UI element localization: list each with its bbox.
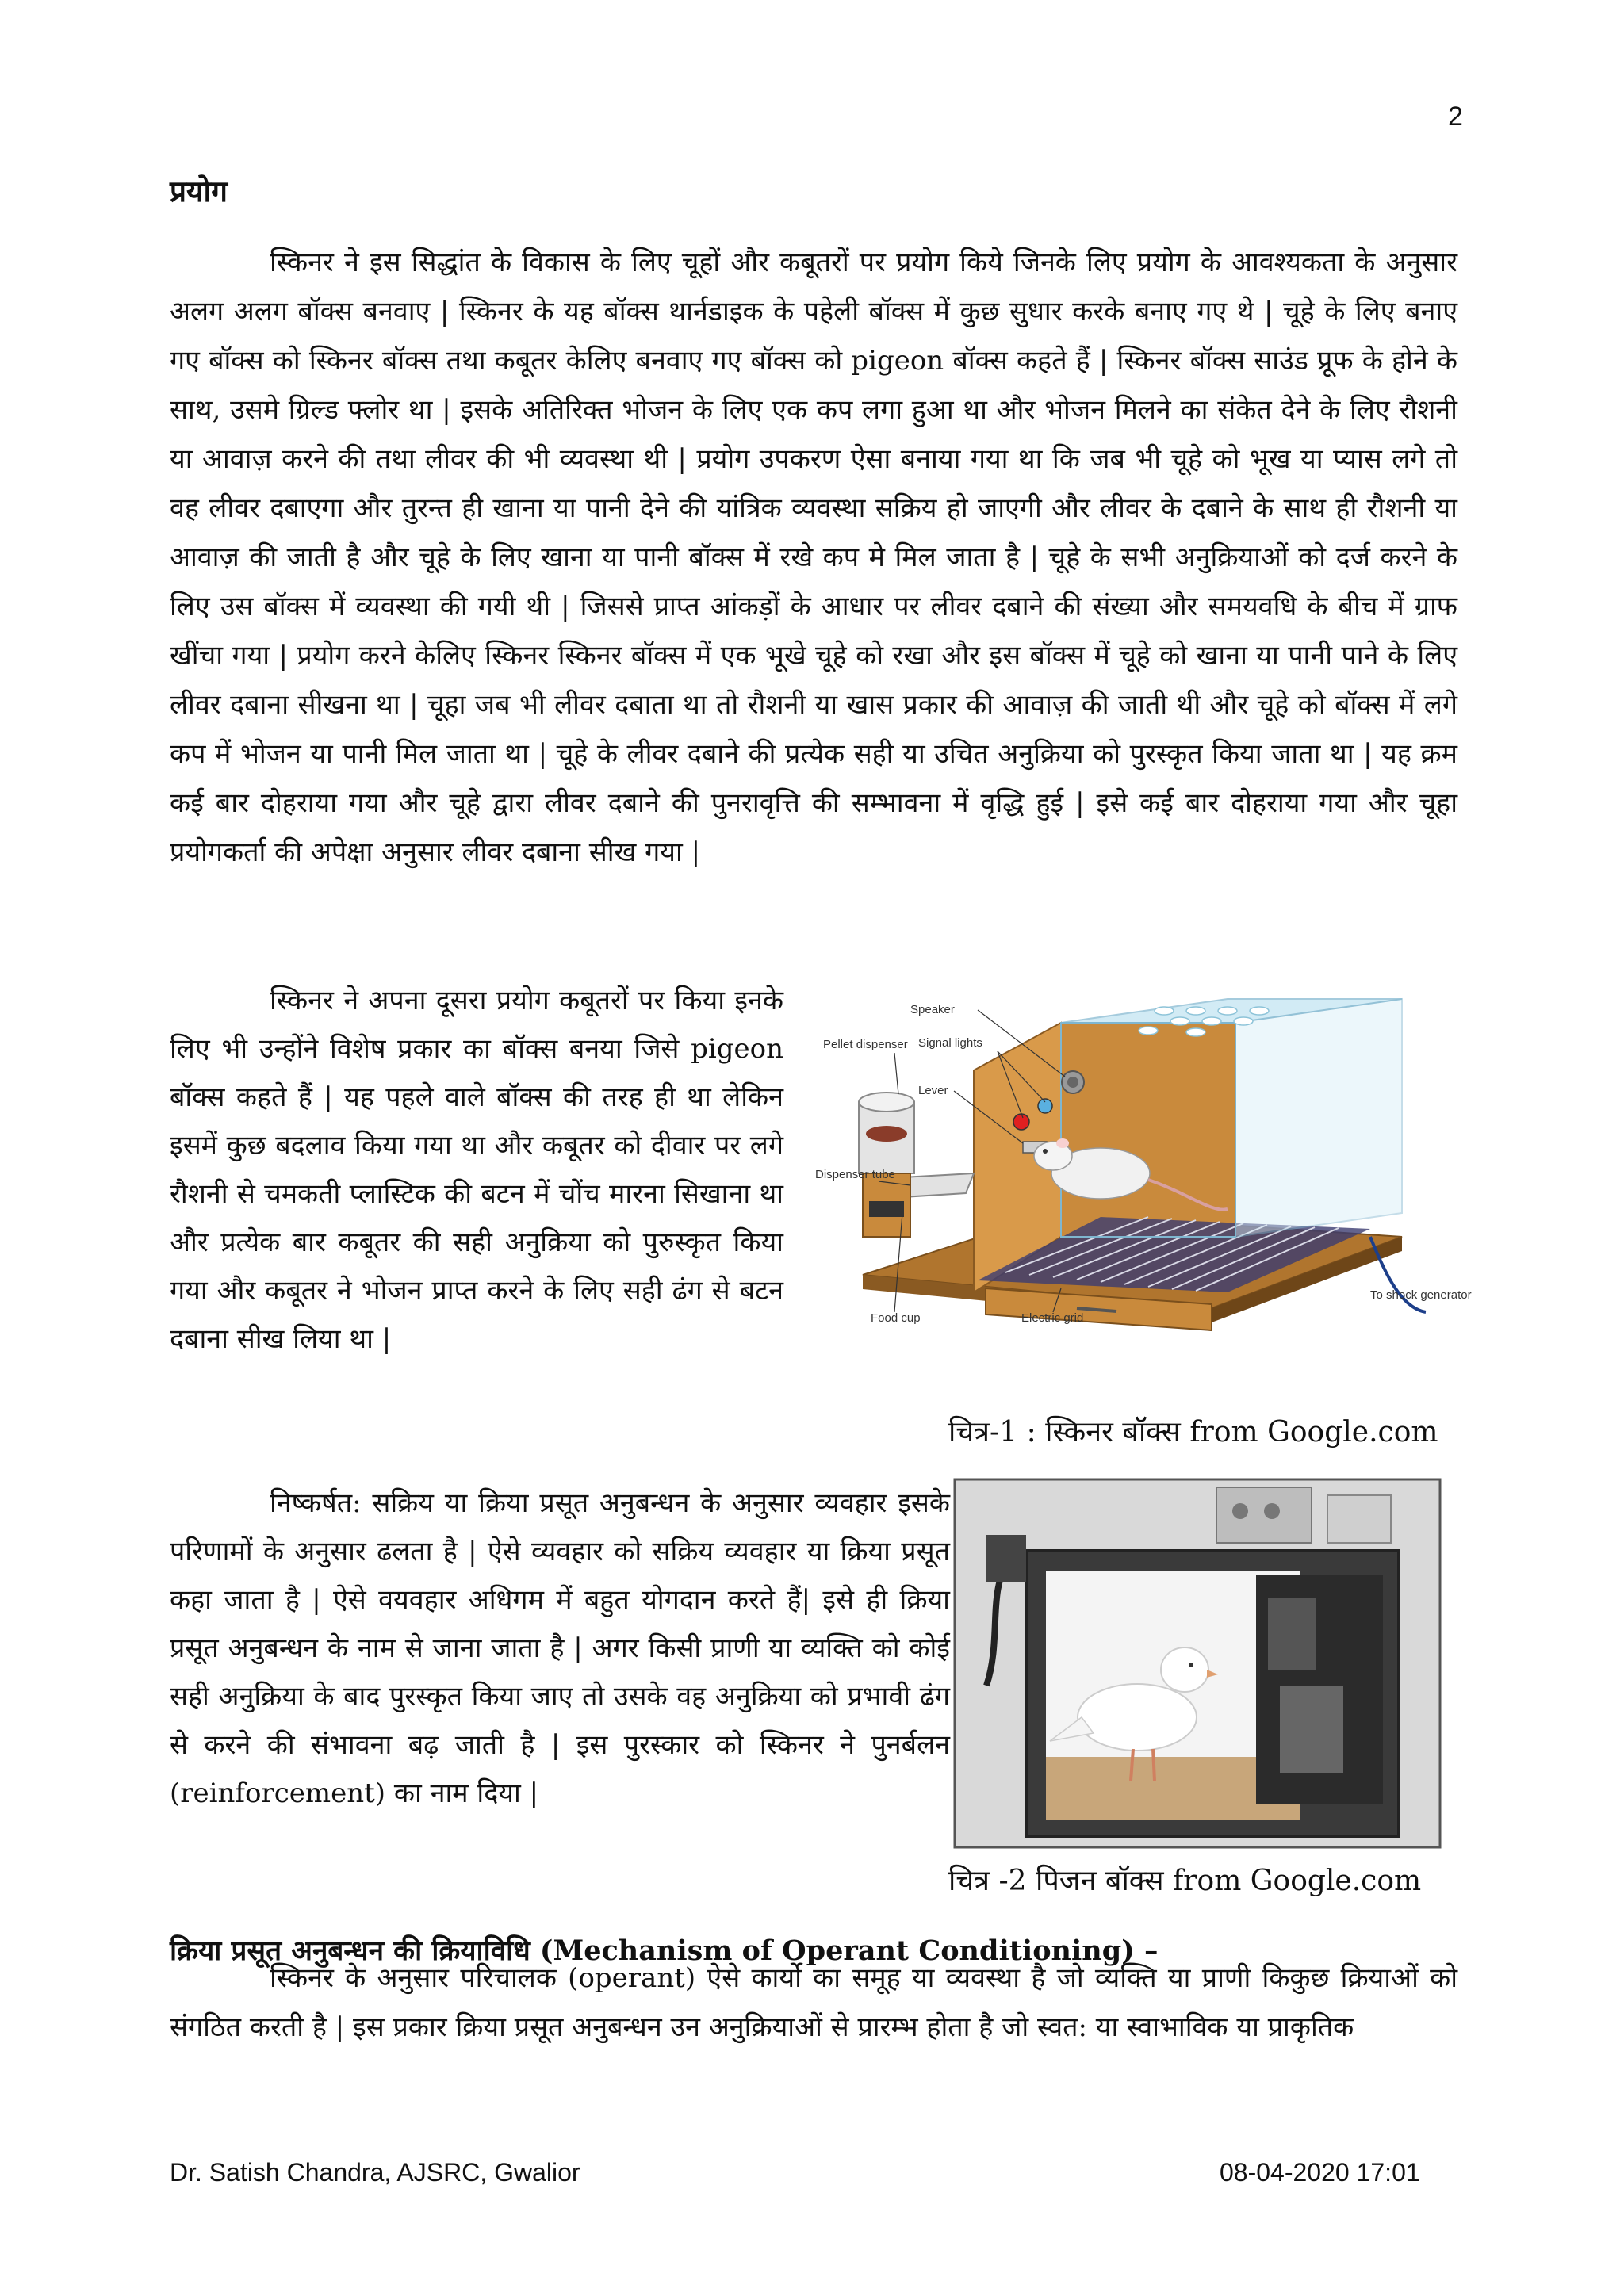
signal-light-blue-icon	[1038, 1099, 1052, 1113]
mechanism-icon	[1268, 1598, 1316, 1670]
figure1-caption: चित्र-1 : स्किनर बॉक्स from Google.com	[948, 1416, 1438, 1448]
equipment-panel-icon	[1216, 1487, 1312, 1543]
back-wall-icon	[1061, 1023, 1235, 1237]
glass-front-icon	[1235, 999, 1402, 1237]
paragraph-text: स्किनर ने इस सिद्धांत के विकास के लिए चूहों और कबूतरों पर प्रयोग किये जिनके लिए प्रयोग के आवश्यकता के अनुसार अलग अलग बॉक्स बनवाए | स्किनर के यह बॉक्स थार्नडाइक के पहेली बॉक्स में कुछ सुधार करके बनाए गए थे | चूहे के लिए बनाए गए बॉक्स को स्किनर बॉक्स तथा कबूतर केलिए बनवाए गए बॉक्स को pigeon बॉक्स कहते हैं | स्किनर बॉक्स साउंड प्रूफ के होने के साथ, उसमे ग्रिल्ड फ्लोर था | इसके अतिरिक्त भोजन के लिए एक कप लगा हुआ था और भोजन मिलने का संकेत देने के लिए रौशनी या आवाज़ करने की तथा लीवर की भी व्यवस्था थी | प्रयोग उपकरण ऐसा बनाया गया था कि जब भी चूहे को भूख या प्यास लगे तो वह लीवर दबाएगा और तुरन्त ही खाना या पानी देने की यांत्रिक व्यवस्था सक्रिय हो जाएगी और लीवर के दबाने के साथ ही रौशनी या आवाज़ की जाती है और चूहे के लिए खाना या पानी बॉक्स में रखे कप मे मिल जाता है | चूहे के सभी अनुक्रियाओं को दर्ज करने के लिए उस बॉक्स में व्यवस्था की गयी थी | जिससे प्राप्त आंकड़ों के आधार पर लीवर दबाने की संख्या और समयवधि के बीच में ग्राफ खींचा गया | प्रयोग करने केलिए स्किनर स्किनर बॉक्स में एक भूखे चूहे को रखा और इस बॉक्स में चूहे को खाना या पानी पाने के लिए लीवर दबाना सीखना था | चूहा जब भी लीवर दबाता था तो रौशनी या खास प्रकार की आवाज़ की जाती थी और चूहे को बॉक्स में लगे कप में भोजन या पानी मिल जाता था | चूहे के लीवर दबाने की प्रत्येक सही या उचित अनुक्रिया को पुरस्कृत किया जाता था | यह क्रम कई बार दोहराया गया और चूहे द्वारा लीवर दबाने की पुनरावृत्ति की सम्भावना में वृद्धि हुई | इसे कई बार दोहराया गया और चूहा प्रयोगकर्ता की अपेक्षा अनुसार लीवर दबाना सीख गया |	[170, 247, 1457, 868]
connector-icon	[986, 1535, 1026, 1582]
skinner-box-figure	[815, 975, 1472, 1348]
figure2-caption: चित्र -2 पिजन बॉक्स from Google.com	[948, 1865, 1422, 1897]
paragraph-experiment-pigeons	[170, 977, 783, 1364]
footer-timestamp: 08-04-2020 17:01	[1220, 2158, 1420, 2187]
paragraph-experiment-rats	[170, 238, 1457, 877]
label-speaker: Speaker	[910, 1003, 955, 1016]
dispenser-tube-icon	[902, 1173, 974, 1197]
knob-icon	[1232, 1503, 1248, 1519]
knob-icon	[1264, 1503, 1280, 1519]
label-signal: Signal lights	[918, 1036, 982, 1050]
page-number: 2	[1448, 101, 1463, 132]
signal-light-red-icon	[1013, 1114, 1029, 1130]
pellet-dispenser-icon	[859, 1093, 914, 1173]
footer-author: Dr. Satish Chandra, AJSRC, Gwalior	[170, 2158, 580, 2187]
label-shock: To shock generator	[1370, 1288, 1472, 1302]
pigeon-box-illustration	[955, 1479, 1440, 1847]
paragraph-text: निष्कर्षत: सक्रिय या क्रिया प्रसूत अनुबन्धन के अनुसार व्यवहार इसके परिणामों के अनुसार ढलता है | ऐसे व्यवहार को सक्रिय व्यवहार या क्रिया प्रसूत कहा जाता है | ऐसे वयवहार अधिगम में बहुत योगदान करते हैं| इसे ही क्रिया प्रसूत अनुबन्धन के नाम से जाना जाता है | अगर किसी प्राणी या व्यक्ति को कोई सही अनुक्रिया के बाद पुरस्कृत किया जाए तो उसके वह अनुक्रिया को प्रभावी ढंग से करने की संभावना बढ़ जाती है | इस पुरस्कार को स्किनर ने पुनर्बलन (reinforcement) का नाम दिया |	[170, 1487, 950, 1809]
dispenser-motor-icon	[869, 1201, 904, 1217]
equipment-box-icon	[1327, 1495, 1391, 1543]
label-lever: Lever	[918, 1084, 948, 1097]
section-title-experiment: प्रयोग	[170, 174, 228, 209]
label-dispenser-tube: Dispenser tube	[815, 1168, 895, 1181]
pigeon-box-photo	[955, 1479, 1440, 1847]
paragraph-conclusion	[170, 1479, 950, 1818]
paragraph-text: स्किनर के अनुसार परिचालक (operant) ऐसे कार्यो का समूह या व्यवस्था है जो व्यक्ति या प्राणी किकुछ क्रियाओं को संगठित करती है | इस प्रकार क्रिया प्रसूत अनुबन्धन उन अनुक्रियाओं से प्रारम्भ होता है जो स्वत: या स्वाभाविक या प्राकृतिक	[170, 1962, 1457, 2043]
label-food-cup: Food cup	[871, 1311, 921, 1325]
paragraph-mechanism	[170, 1954, 1457, 2052]
speaker-icon	[1062, 1071, 1084, 1093]
label-electric-grid: Electric grid	[1021, 1311, 1084, 1325]
skinner-box-illustration	[815, 975, 1472, 1348]
mechanism-icon	[1280, 1686, 1343, 1773]
paragraph-text: स्किनर ने अपना दूसरा प्रयोग कबूतरों पर किया इनके लिए भी उन्होंने विशेष प्रकार का बॉक्स बनया जिसे pigeon बॉक्स कहते हैं | यह पहले वाले बॉक्स की तरह ही था लेकिन इसमें कुछ बदलाव किया गया था और कबूतर को दीवार पर लगे रौशनी से चमकती प्लास्टिक की बटन में चोंच मारना सिखाना था और प्रत्येक बार कबूतर की सही अनुक्रिया को पुरुस्कृत किया गया और कबूतर ने भोजन प्राप्त करने के लिए सही ढंग से बटन दबाना सीख लिया था |	[170, 985, 783, 1355]
label-pellet: Pellet dispenser	[823, 1038, 908, 1051]
section-title-mechanism: क्रिया प्रसूत अनुबन्धन की क्रियाविधि (Mechanism of Operant Conditioning) –	[170, 1934, 1159, 1967]
